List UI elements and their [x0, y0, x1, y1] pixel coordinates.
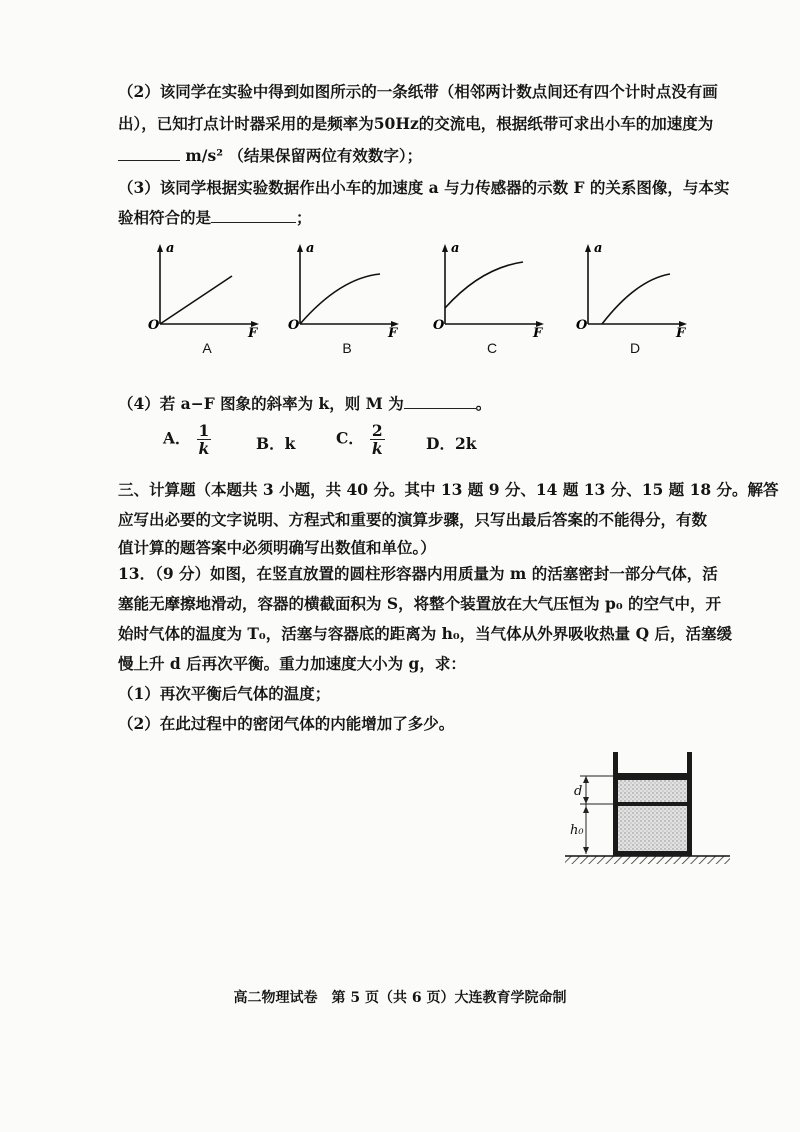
graph-C-x-label: F: [533, 326, 543, 341]
graph-A: [130, 240, 260, 370]
q13-line-1: 13．（9 分）如图，在竖直放置的圆柱形容器内用质量为 m 的活塞密封一部分气体，活: [118, 564, 718, 583]
section3-line-1: 三、计算题（本题共 3 小题，共 40 分。其中 13 题 9 分、14 题 13 分、15 题 18 分。解答: [118, 480, 779, 499]
cylinder-svg: [560, 748, 740, 873]
graph-D: [558, 240, 688, 370]
d-label: d: [574, 784, 583, 799]
option-B[interactable]: B．k: [256, 434, 296, 453]
q13-sub-2: （2）在此过程中的密闭气体的内能增加了多少。: [118, 714, 455, 733]
option-A-fraction: [197, 422, 212, 457]
answer-blank-acceleration[interactable]: [118, 144, 180, 161]
q4-prompt: （4）若 a−F 图象的斜率为 k，则 M 为: [118, 394, 404, 413]
option-A[interactable]: [163, 422, 211, 457]
q3-line-2: [118, 206, 312, 228]
q13-line-3: 始时气体的温度为 T₀，活塞与容器底的距离为 h₀，当气体从外界吸收热量 Q 后，活塞缓: [118, 624, 732, 643]
graph-C-svg: [415, 240, 545, 340]
graph-A-x-label: F: [248, 326, 258, 341]
option-C-fraction: [370, 422, 385, 457]
graph-D-x-label: F: [676, 326, 686, 341]
graph-A-svg: [130, 240, 260, 340]
cylinder-figure: [560, 748, 740, 877]
container-right-wall: [687, 752, 692, 856]
gas-region: [618, 780, 687, 851]
graph-C-curve: [445, 262, 523, 308]
q3-prompt: 验相符合的是: [118, 208, 212, 227]
graph-D-curve: [602, 274, 670, 324]
graph-C-label: C: [486, 340, 498, 356]
graph-D-label: D: [629, 340, 641, 356]
piston: [618, 773, 687, 780]
q4-line: [118, 392, 491, 414]
graph-A-origin: O: [148, 318, 160, 333]
section3-line-2: 应写出必要的文字说明、方程式和重要的演算步骤，只写出最后答案的不能得分，有数: [118, 510, 708, 529]
graph-options: [130, 240, 710, 370]
graph-A-label: A: [202, 340, 212, 356]
graph-D-svg: [558, 240, 688, 340]
q13-line-2: 塞能无摩擦地滑动，容器的横截面积为 S，将整个装置放在大气压恒为 p₀ 的空气中，开: [118, 594, 722, 613]
q2-note: （结果保留两位有效数字）；: [228, 146, 423, 165]
graph-C-y-label: a: [451, 241, 460, 256]
q3-end: ；: [296, 208, 312, 227]
h0-label: h₀: [570, 823, 584, 838]
page-footer: 高二物理试卷 第 5 页（共 6 页）大连教育学院命制: [233, 990, 567, 1006]
option-D[interactable]: D．2k: [426, 434, 477, 453]
container-bottom: [613, 851, 692, 856]
option-C-denominator: k: [371, 439, 383, 458]
option-C-label: C．: [336, 428, 364, 448]
graph-B-x-label: F: [388, 326, 398, 341]
graph-B-y-label: a: [306, 241, 315, 256]
graph-D-origin: O: [576, 318, 588, 333]
q13-sub-1: （1）再次平衡后气体的温度；: [118, 684, 331, 703]
graph-C-origin: O: [433, 318, 445, 333]
q13-line-4: 慢上升 d 后再次平衡。重力加速度大小为 g，求：: [118, 654, 466, 673]
answer-blank-mass[interactable]: [404, 392, 476, 409]
graph-A-curve: [160, 276, 232, 324]
graph-D-y-label: a: [594, 241, 603, 256]
q4-end: 。: [475, 394, 492, 413]
graph-B: [270, 240, 400, 370]
graph-B-label: B: [342, 340, 352, 356]
answer-blank-graph[interactable]: [211, 206, 296, 223]
option-A-denominator: k: [198, 439, 210, 458]
graph-B-curve: [300, 274, 380, 324]
ground-hatch: [565, 856, 730, 864]
q3-line-1: （3）该同学根据实验数据作出小车的加速度 a 与力传感器的示数 F 的关系图像，与本实: [118, 178, 730, 197]
option-C[interactable]: [336, 422, 385, 457]
option-C-numerator: 2: [371, 421, 383, 440]
option-A-label: A．: [163, 428, 191, 448]
q2-unit: m/s²: [185, 146, 223, 165]
q2-line-1: （2）该同学在实验中得到如图所示的一条纸带（相邻两计数点间还有四个计时点没有画: [118, 82, 718, 101]
graph-C: [415, 240, 545, 370]
graph-A-y-label: a: [166, 241, 175, 256]
graph-B-origin: O: [288, 318, 300, 333]
section3-line-3: 值计算的题答案中必须明确写出数值和单位。）: [118, 538, 436, 557]
option-A-numerator: 1: [198, 421, 210, 440]
q2-line-3: [118, 144, 422, 166]
q2-line-2: 出），已知打点计时器采用的是频率为50Hz的交流电，根据纸带可求出小车的加速度为: [118, 114, 714, 133]
graph-B-svg: [270, 240, 400, 340]
